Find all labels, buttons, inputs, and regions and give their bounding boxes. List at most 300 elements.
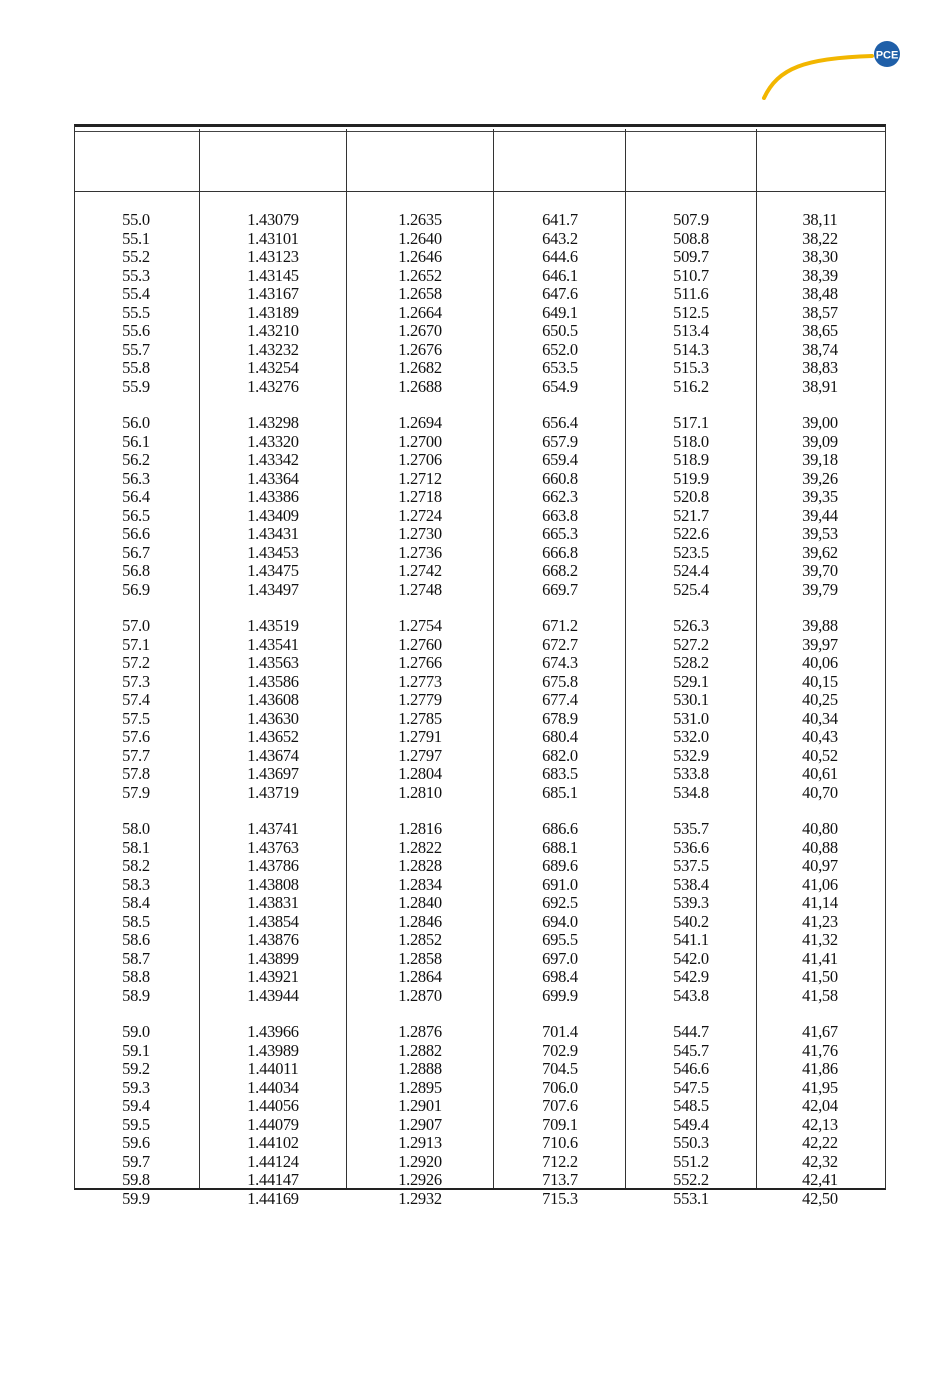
table-cell: 1.43719 — [247, 782, 299, 802]
table-cell: 59.6 — [122, 1133, 150, 1152]
table-cell: 56.7 — [122, 542, 150, 562]
table-cell: 649.1 — [542, 302, 578, 322]
row-group — [789, 820, 851, 1005]
table-cell: 56.3 — [122, 468, 150, 488]
table-cell: 1.2864 — [398, 967, 442, 986]
table-cell: 1.2700 — [398, 431, 442, 451]
table-cell: 710.6 — [542, 1133, 578, 1152]
row-group — [111, 211, 161, 396]
table-cell: 40,15 — [802, 671, 838, 691]
table-cell: 1.43342 — [247, 450, 299, 469]
table-cell: 55.3 — [122, 265, 150, 285]
table-cell: 1.43741 — [247, 819, 299, 838]
table-cell: 704.5 — [542, 1059, 578, 1078]
table-cell: 1.2852 — [398, 930, 442, 949]
table-cell: 702.9 — [542, 1040, 578, 1060]
row-group — [383, 414, 457, 599]
table-cell: 41,58 — [802, 985, 838, 1005]
row-group — [656, 1023, 726, 1208]
table-cell: 58.8 — [122, 967, 150, 986]
row-group — [525, 414, 595, 599]
table-cell: 42,32 — [802, 1151, 838, 1171]
row-group — [383, 820, 457, 1005]
table-cell: 1.43854 — [247, 911, 299, 931]
table-cell: 1.43298 — [247, 413, 299, 432]
table-cell: 55.7 — [122, 339, 150, 359]
table-cell: 38,11 — [802, 210, 838, 229]
table-cell: 1.2828 — [398, 856, 442, 875]
table-cell: 1.2773 — [398, 671, 442, 691]
table-cell: 1.44169 — [247, 1188, 299, 1208]
row-group — [656, 211, 726, 396]
table-cell: 38,83 — [802, 358, 838, 377]
logo-swoosh — [764, 56, 872, 98]
table-cell: 1.43831 — [247, 893, 299, 912]
table-cell: 520.8 — [673, 487, 709, 506]
table-cell: 55.6 — [122, 321, 150, 340]
table-cell: 1.43123 — [247, 247, 299, 266]
table-cell: 545.7 — [673, 1040, 709, 1060]
table-cell: 548.5 — [673, 1096, 709, 1115]
table-cell: 55.8 — [122, 358, 150, 377]
table-cell: 58.9 — [122, 985, 150, 1005]
table-cell: 531.0 — [673, 708, 709, 728]
table-cell: 528.2 — [673, 653, 709, 672]
column-4 — [525, 211, 595, 1226]
table-cell: 38,30 — [802, 247, 838, 266]
table-cell: 512.5 — [673, 302, 709, 322]
table-cell: 56.8 — [122, 561, 150, 580]
table-cell: 510.7 — [673, 265, 709, 285]
table-cell: 1.2822 — [398, 837, 442, 857]
table-cell: 695.5 — [542, 930, 578, 949]
table-cell: 508.8 — [673, 228, 709, 248]
table-cell: 40,97 — [802, 856, 838, 875]
table-cell: 686.6 — [542, 819, 578, 838]
table-cell: 659.4 — [542, 450, 578, 469]
table-cell: 1.2882 — [398, 1040, 442, 1060]
table-cell: 40,43 — [802, 727, 838, 746]
table-cell: 38,22 — [802, 228, 838, 248]
table-cell: 1.43453 — [247, 542, 299, 562]
table-cell: 514.3 — [673, 339, 709, 359]
table-cell: 58.3 — [122, 874, 150, 894]
table-cell: 1.43409 — [247, 505, 299, 525]
table-cell: 643.2 — [542, 228, 578, 248]
row-group — [656, 820, 726, 1005]
table-cell: 674.3 — [542, 653, 578, 672]
table-cell: 39,44 — [802, 505, 838, 525]
table-cell: 41,32 — [802, 930, 838, 949]
table-cell: 654.9 — [542, 376, 578, 396]
table-cell: 1.43876 — [247, 930, 299, 949]
table-cell: 57.5 — [122, 708, 150, 728]
table-cell: 653.5 — [542, 358, 578, 377]
table-cell: 689.6 — [542, 856, 578, 875]
table-cell: 39,00 — [802, 413, 838, 432]
table-cell: 1.43966 — [247, 1022, 299, 1041]
table-cell: 1.43921 — [247, 967, 299, 986]
table-cell: 1.43586 — [247, 671, 299, 691]
table-cell: 551.2 — [673, 1151, 709, 1171]
table-cell: 40,25 — [802, 690, 838, 709]
table-cell: 513.4 — [673, 321, 709, 340]
table-cell: 57.3 — [122, 671, 150, 691]
table-cell: 518.9 — [673, 450, 709, 469]
table-cell: 522.6 — [673, 524, 709, 543]
row-group — [111, 414, 161, 599]
row-group — [233, 820, 313, 1005]
table-cell: 1.43630 — [247, 708, 299, 728]
table-cell: 57.8 — [122, 764, 150, 783]
row-group — [383, 211, 457, 396]
table-cell: 1.2810 — [398, 782, 442, 802]
data-table — [74, 124, 886, 1208]
table-cell: 57.2 — [122, 653, 150, 672]
table-cell: 1.2730 — [398, 524, 442, 543]
table-cell: 1.43364 — [247, 468, 299, 488]
table-cell: 1.2791 — [398, 727, 442, 746]
table-cell: 59.3 — [122, 1077, 150, 1097]
table-cell: 56.1 — [122, 431, 150, 451]
table-cell: 59.4 — [122, 1096, 150, 1115]
table-cell: 38,39 — [802, 265, 838, 285]
table-cell: 1.43563 — [247, 653, 299, 672]
row-group — [111, 820, 161, 1005]
table-cell: 657.9 — [542, 431, 578, 451]
row-group — [525, 211, 595, 396]
table-cell: 1.44079 — [247, 1114, 299, 1134]
row-group — [233, 414, 313, 599]
table-cell: 541.1 — [673, 930, 709, 949]
table-cell: 540.2 — [673, 911, 709, 931]
table-cell: 39,26 — [802, 468, 838, 488]
table-cell: 42,50 — [802, 1188, 838, 1208]
table-cell: 1.2694 — [398, 413, 442, 432]
table-cell: 1.43497 — [247, 579, 299, 599]
row-group — [111, 1023, 161, 1208]
table-cell: 1.44147 — [247, 1170, 299, 1189]
table-cell: 549.4 — [673, 1114, 709, 1134]
table-cell: 1.43431 — [247, 524, 299, 543]
table-body — [75, 210, 885, 1208]
table-cell: 1.2635 — [398, 210, 442, 229]
table-cell: 516.2 — [673, 376, 709, 396]
table-cell: 1.43674 — [247, 745, 299, 765]
table-cell: 58.7 — [122, 948, 150, 968]
table-cell: 534.8 — [673, 782, 709, 802]
table-cell: 1.2907 — [398, 1114, 442, 1134]
table-cell: 656.4 — [542, 413, 578, 432]
table-cell: 694.0 — [542, 911, 578, 931]
table-cell: 1.2670 — [398, 321, 442, 340]
table-cell: 38,91 — [802, 376, 838, 396]
table-cell: 1.2712 — [398, 468, 442, 488]
table-cell: 1.2920 — [398, 1151, 442, 1171]
table-cell: 712.2 — [542, 1151, 578, 1171]
column-5 — [656, 211, 726, 1226]
table-cell: 1.43608 — [247, 690, 299, 709]
table-cell: 1.2797 — [398, 745, 442, 765]
table-cell: 1.43989 — [247, 1040, 299, 1060]
table-cell: 1.2652 — [398, 265, 442, 285]
table-cell: 1.2760 — [398, 634, 442, 654]
column-2 — [233, 211, 313, 1226]
row-group — [656, 414, 726, 599]
table-cell: 1.44011 — [247, 1059, 299, 1078]
table-cell: 715.3 — [542, 1188, 578, 1208]
table-cell: 546.6 — [673, 1059, 709, 1078]
table-cell: 59.7 — [122, 1151, 150, 1171]
table-cell: 58.1 — [122, 837, 150, 857]
table-cell: 38,65 — [802, 321, 838, 340]
table-cell: 697.0 — [542, 948, 578, 968]
logo-text: PCE — [875, 49, 899, 62]
table-cell: 547.5 — [673, 1077, 709, 1097]
table-cell: 42,41 — [802, 1170, 838, 1189]
table-cell: 1.43210 — [247, 321, 299, 340]
row-group — [383, 1023, 457, 1208]
table-cell: 39,70 — [802, 561, 838, 580]
table-cell: 38,74 — [802, 339, 838, 359]
column-3 — [383, 211, 457, 1226]
table-cell: 55.1 — [122, 228, 150, 248]
table-cell: 40,52 — [802, 745, 838, 765]
table-cell: 1.2895 — [398, 1077, 442, 1097]
table-cell: 543.8 — [673, 985, 709, 1005]
table-cell: 1.43079 — [247, 210, 299, 229]
table-cell: 1.2688 — [398, 376, 442, 396]
table-cell: 1.2870 — [398, 985, 442, 1005]
table-cell: 533.8 — [673, 764, 709, 783]
column-1 — [111, 211, 161, 1226]
table-cell: 1.2742 — [398, 561, 442, 580]
table-cell: 56.6 — [122, 524, 150, 543]
table-cell: 57.6 — [122, 727, 150, 746]
table-cell: 39,97 — [802, 634, 838, 654]
table-cell: 1.2748 — [398, 579, 442, 599]
table-cell: 1.43232 — [247, 339, 299, 359]
table-cell: 666.8 — [542, 542, 578, 562]
row-group — [525, 617, 595, 802]
row-group — [383, 617, 457, 802]
table-cell: 56.4 — [122, 487, 150, 506]
table-cell: 1.2754 — [398, 616, 442, 635]
table-cell: 550.3 — [673, 1133, 709, 1152]
table-cell: 1.43652 — [247, 727, 299, 746]
table-cell: 41,86 — [802, 1059, 838, 1078]
table-cell: 58.0 — [122, 819, 150, 838]
table-cell: 680.4 — [542, 727, 578, 746]
table-cell: 671.2 — [542, 616, 578, 635]
table-cell: 56.2 — [122, 450, 150, 469]
table-cell: 1.2816 — [398, 819, 442, 838]
table-cell: 542.9 — [673, 967, 709, 986]
row-group — [789, 1023, 851, 1208]
table-cell: 521.7 — [673, 505, 709, 525]
table-cell: 40,80 — [802, 819, 838, 838]
table-cell: 1.43276 — [247, 376, 299, 396]
table-cell: 42,13 — [802, 1114, 838, 1134]
table-cell: 544.7 — [673, 1022, 709, 1041]
table-cell: 38,57 — [802, 302, 838, 322]
table-cell: 1.2846 — [398, 911, 442, 931]
table-cell: 40,06 — [802, 653, 838, 672]
table-cell: 1.43189 — [247, 302, 299, 322]
table-cell: 682.0 — [542, 745, 578, 765]
table-cell: 41,41 — [802, 948, 838, 968]
table-cell: 41,67 — [802, 1022, 838, 1041]
table-cell: 59.5 — [122, 1114, 150, 1134]
row-group — [525, 820, 595, 1005]
table-cell: 1.43944 — [247, 985, 299, 1005]
table-cell: 1.2888 — [398, 1059, 442, 1078]
table-cell: 525.4 — [673, 579, 709, 599]
table-cell: 1.43899 — [247, 948, 299, 968]
table-cell: 519.9 — [673, 468, 709, 488]
table-cell: 552.2 — [673, 1170, 709, 1189]
table-cell: 1.43320 — [247, 431, 299, 451]
table-cell: 713.7 — [542, 1170, 578, 1189]
table-cell: 56.9 — [122, 579, 150, 599]
table-cell: 39,53 — [802, 524, 838, 543]
table-cell: 1.2646 — [398, 247, 442, 266]
table-cell: 58.5 — [122, 911, 150, 931]
table-cell: 644.6 — [542, 247, 578, 266]
table-cell: 1.44056 — [247, 1096, 299, 1115]
table-cell: 677.4 — [542, 690, 578, 709]
table-cell: 1.43475 — [247, 561, 299, 580]
table-cell: 535.7 — [673, 819, 709, 838]
table-cell: 55.5 — [122, 302, 150, 322]
table-cell: 529.1 — [673, 671, 709, 691]
column-6 — [789, 211, 851, 1226]
table-cell: 523.5 — [673, 542, 709, 562]
table-cell: 1.2640 — [398, 228, 442, 248]
table-cell: 1.2658 — [398, 284, 442, 303]
table-cell: 40,70 — [802, 782, 838, 802]
table-cell: 672.7 — [542, 634, 578, 654]
header-separator — [75, 191, 885, 192]
table-cell: 538.4 — [673, 874, 709, 894]
table-cell: 1.44102 — [247, 1133, 299, 1152]
row-group — [233, 1023, 313, 1208]
table-cell: 1.43101 — [247, 228, 299, 248]
table-cell: 668.2 — [542, 561, 578, 580]
table-cell: 1.43386 — [247, 487, 299, 506]
table-cell: 58.6 — [122, 930, 150, 949]
table-cell: 57.1 — [122, 634, 150, 654]
table-cell: 1.2804 — [398, 764, 442, 783]
table-cell: 57.7 — [122, 745, 150, 765]
table-cell: 517.1 — [673, 413, 709, 432]
table-cell: 41,76 — [802, 1040, 838, 1060]
table-cell: 1.2876 — [398, 1022, 442, 1041]
table-cell: 1.43763 — [247, 837, 299, 857]
table-cell: 39,18 — [802, 450, 838, 469]
table-cell: 1.2913 — [398, 1133, 442, 1152]
table-cell: 59.1 — [122, 1040, 150, 1060]
table-cell: 1.43786 — [247, 856, 299, 875]
table-cell: 59.9 — [122, 1188, 150, 1208]
table-cell: 1.43167 — [247, 284, 299, 303]
row-group — [233, 211, 313, 396]
table-cell: 39,09 — [802, 431, 838, 451]
table-cell: 641.7 — [542, 210, 578, 229]
table-cell: 527.2 — [673, 634, 709, 654]
table-cell: 539.3 — [673, 893, 709, 912]
row-group — [525, 1023, 595, 1208]
table-cell: 701.4 — [542, 1022, 578, 1041]
table-cell: 707.6 — [542, 1096, 578, 1115]
table-cell: 1.2718 — [398, 487, 442, 506]
table-cell: 1.2766 — [398, 653, 442, 672]
table-cell: 1.43145 — [247, 265, 299, 285]
table-cell: 57.4 — [122, 690, 150, 709]
table-cell: 536.6 — [673, 837, 709, 857]
table-cell: 706.0 — [542, 1077, 578, 1097]
table-cell: 683.5 — [542, 764, 578, 783]
table-cell: 58.4 — [122, 893, 150, 912]
table-cell: 1.2779 — [398, 690, 442, 709]
table-cell: 1.2676 — [398, 339, 442, 359]
table-cell: 40,34 — [802, 708, 838, 728]
table-cell: 55.2 — [122, 247, 150, 266]
row-group — [789, 211, 851, 396]
table-cell: 1.2736 — [398, 542, 442, 562]
table-cell: 57.9 — [122, 782, 150, 802]
table-cell: 665.3 — [542, 524, 578, 543]
table-cell: 42,22 — [802, 1133, 838, 1152]
table-cell: 1.2901 — [398, 1096, 442, 1115]
table-cell: 688.1 — [542, 837, 578, 857]
table-cell: 56.5 — [122, 505, 150, 525]
row-group — [789, 414, 851, 599]
table-cell: 1.2682 — [398, 358, 442, 377]
table-cell: 39,79 — [802, 579, 838, 599]
table-cell: 511.6 — [673, 284, 709, 303]
table-cell: 524.4 — [673, 561, 709, 580]
table-cell: 691.0 — [542, 874, 578, 894]
table-cell: 1.43519 — [247, 616, 299, 635]
pce-logo — [760, 38, 910, 100]
table-cell: 646.1 — [542, 265, 578, 285]
table-cell: 58.2 — [122, 856, 150, 875]
table-cell: 40,88 — [802, 837, 838, 857]
table-cell: 1.43697 — [247, 764, 299, 783]
table-cell: 57.0 — [122, 616, 150, 635]
table-cell: 515.3 — [673, 358, 709, 377]
table-cell: 41,50 — [802, 967, 838, 986]
table-cell: 660.8 — [542, 468, 578, 488]
table-cell: 678.9 — [542, 708, 578, 728]
table-cell: 41,95 — [802, 1077, 838, 1097]
table-cell: 39,35 — [802, 487, 838, 506]
table-cell: 532.9 — [673, 745, 709, 765]
table-cell: 42,04 — [802, 1096, 838, 1115]
table-cell: 662.3 — [542, 487, 578, 506]
table-cell: 526.3 — [673, 616, 709, 635]
table-cell: 1.2706 — [398, 450, 442, 469]
table-cell: 39,88 — [802, 616, 838, 635]
table-cell: 685.1 — [542, 782, 578, 802]
table-cell: 650.5 — [542, 321, 578, 340]
table-cell: 692.5 — [542, 893, 578, 912]
table-cell: 532.0 — [673, 727, 709, 746]
table-cell: 518.0 — [673, 431, 709, 451]
table-cell: 675.8 — [542, 671, 578, 691]
row-group — [233, 617, 313, 802]
